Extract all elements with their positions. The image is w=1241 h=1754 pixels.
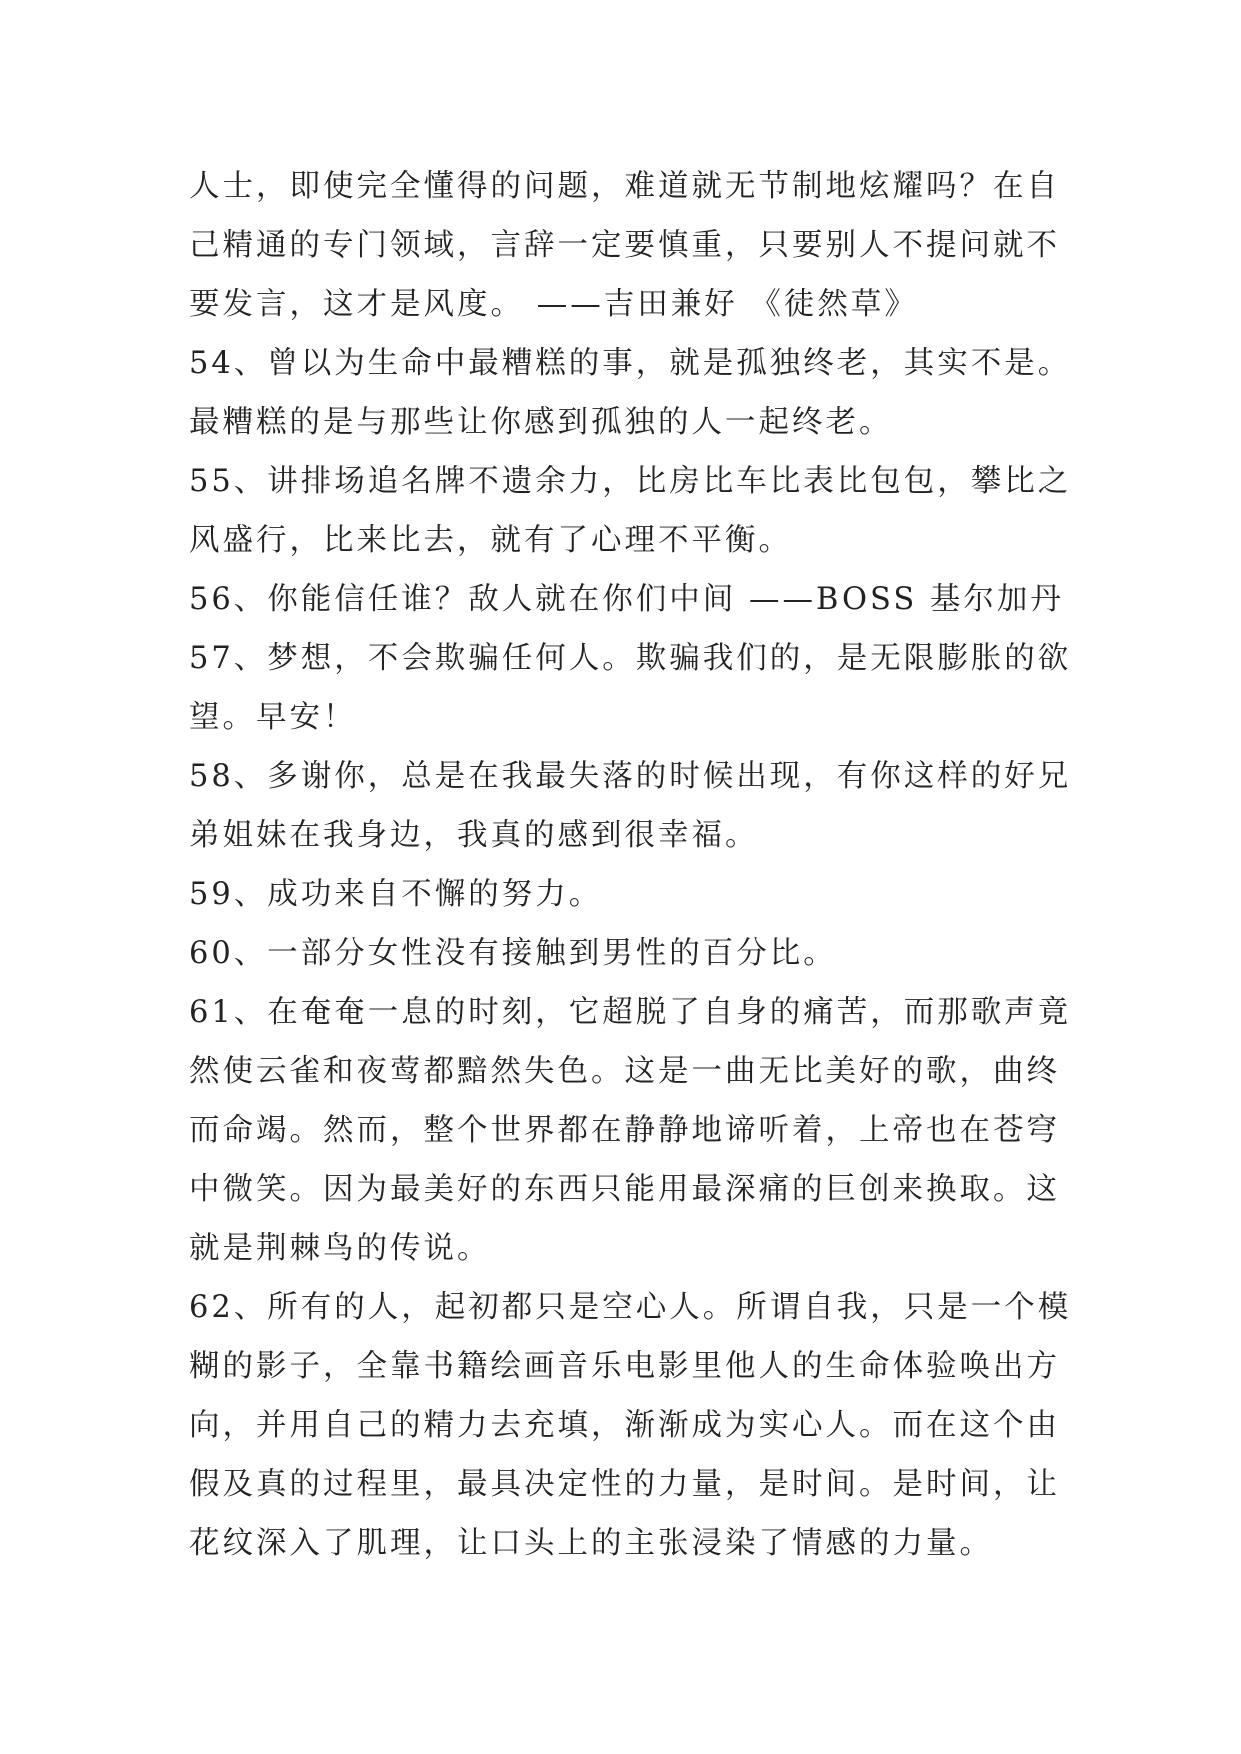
text-line: 59、成功来自不懈的努力。	[189, 877, 603, 912]
text-line: 要发言，这才是风度。 ——吉田兼好 《徒然草》	[189, 287, 918, 322]
text-line: 望。早安！	[189, 700, 357, 735]
text-line: 55、讲排场追名牌不遗余力，比房比车比表比包包，攀比之	[189, 464, 1072, 499]
body-text	[189, 157, 1072, 1573]
text-line: 54、曾以为生命中最糟糕的事，就是孤独终老，其实不是。	[189, 346, 1072, 381]
text-line: 58、多谢你，总是在我最失落的时候出现，有你这样的好兄	[189, 759, 1072, 794]
text-line: 人士，即使完全懂得的问题，难道就无节制地炫耀吗？在自	[189, 169, 1060, 204]
text-line: 56、你能信任谁？敌人就在你们中间 ——BOSS 基尔加丹	[189, 582, 1064, 617]
text-line: 糊的影子，全靠书籍绘画音乐电影里他人的生命体验唤出方	[189, 1349, 1060, 1384]
text-line: 60、一部分女性没有接触到男性的百分比。	[189, 936, 837, 971]
text-line: 最糟糕的是与那些让你感到孤独的人一起终老。	[189, 405, 893, 440]
text-line: 62、所有的人，起初都只是空心人。所谓自我，只是一个模	[189, 1290, 1072, 1325]
text-line: 然使云雀和夜莺都黯然失色。这是一曲无比美好的歌，曲终	[189, 1054, 1060, 1089]
text-line: 而命竭。然而，整个世界都在静静地谛听着，上帝也在苍穹	[189, 1113, 1060, 1148]
text-line: 风盛行，比来比去，就有了心理不平衡。	[189, 523, 792, 558]
text-line: 己精通的专门领域，言辞一定要慎重，只要别人不提问就不	[189, 228, 1060, 263]
text-line: 花纹深入了肌理，让口头上的主张浸染了情感的力量。	[189, 1526, 993, 1561]
text-line: 向，并用自己的精力去充填，渐渐成为实心人。而在这个由	[189, 1408, 1060, 1443]
text-line: 假及真的过程里，最具决定性的力量，是时间。是时间，让	[189, 1467, 1060, 1502]
text-line: 57、梦想，不会欺骗任何人。欺骗我们的，是无限膨胀的欲	[189, 641, 1072, 676]
text-line: 61、在奄奄一息的时刻，它超脱了自身的痛苦，而那歌声竟	[189, 995, 1072, 1030]
text-line: 就是荆棘鸟的传说。	[189, 1231, 491, 1266]
text-line: 弟姐妹在我身边，我真的感到很幸福。	[189, 818, 759, 853]
text-line: 中微笑。因为最美好的东西只能用最深痛的巨创来换取。这	[189, 1172, 1060, 1207]
